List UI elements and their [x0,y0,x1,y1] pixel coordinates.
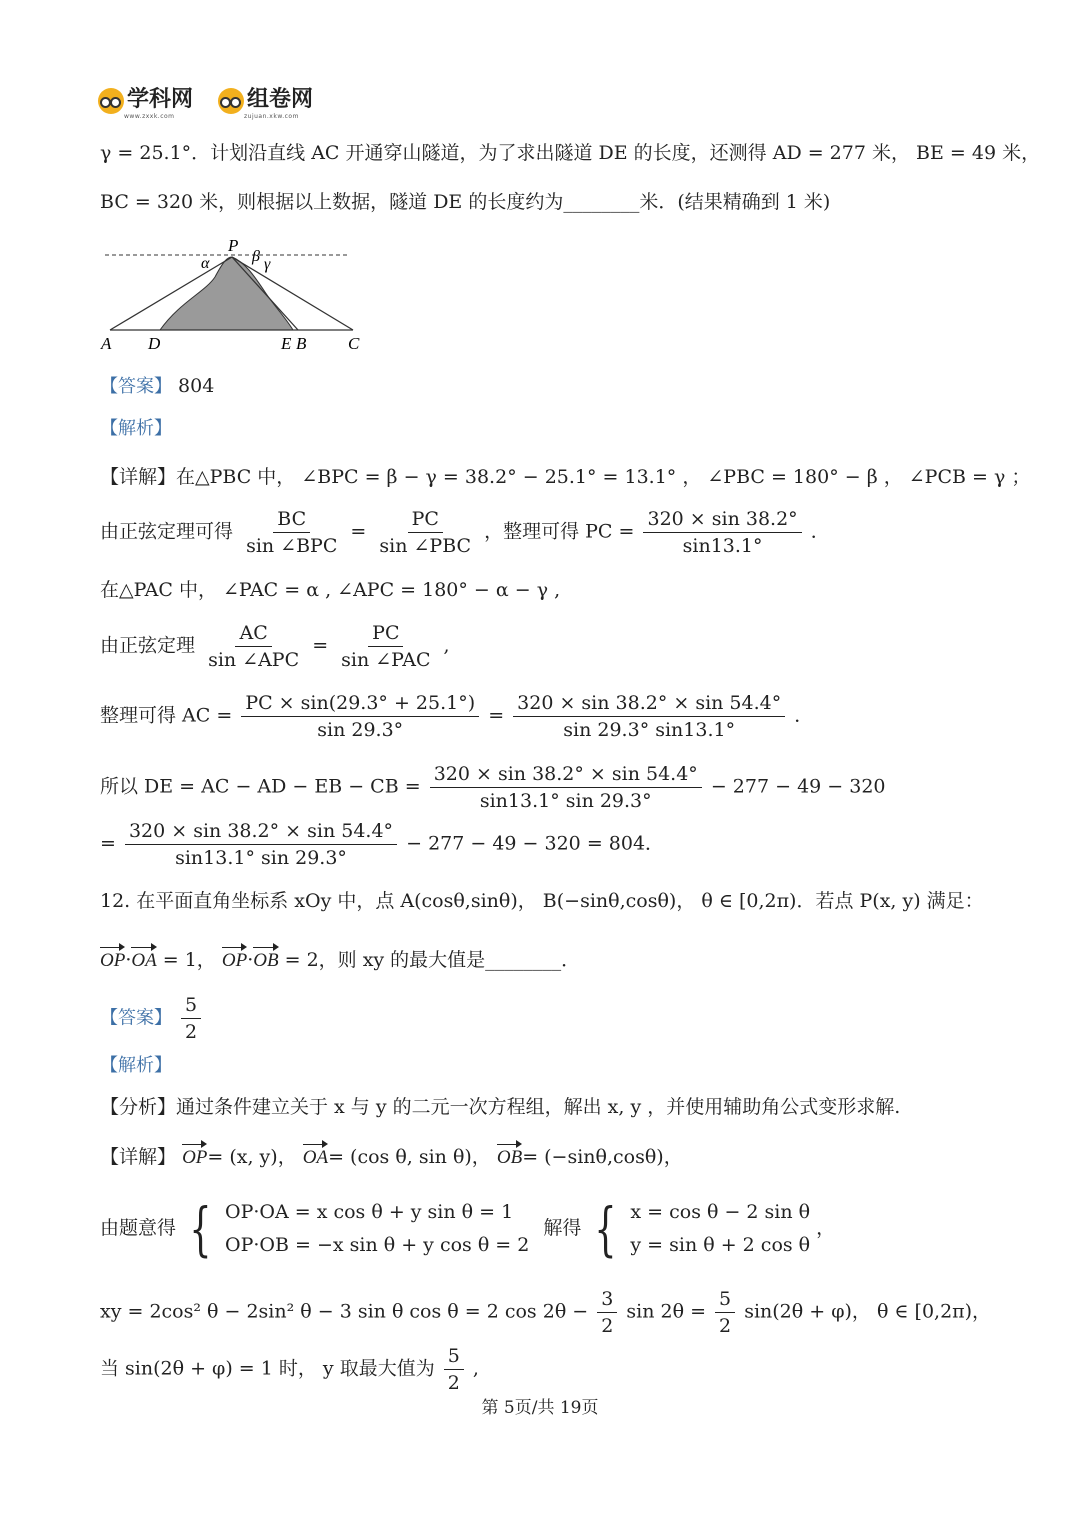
p11-answer-row [100,374,214,399]
p12-detail-4: 当 sin(2θ + φ) = 1 时， y 取最大值为 $\frac{5}{2}$ , [100,1345,479,1394]
fraction: $\frac{320 \times \sin 38.2^\circ \times \sin 54.4^\circ}{\sin 29.3^\circ \sin 13.1^\circ}$ [513,690,785,743]
fraction: $\frac{3}{2}$ [597,1286,617,1339]
owl-icon [218,88,244,114]
p12-detail-2: 由题意得 { OP·OA = x cos θ + y sin θ = 1 OP·OB = −x sin θ + y cos θ = 2 解得 { x = cos θ − 2 sin θ y = sin θ + 2 cos θ ， [100,1195,836,1263]
equation-system-1: OP·OA = x cos θ + y sin θ = 1 OP·OB = −x sin θ + y cos θ = 2 [225,1201,530,1256]
detail-tag: 【详解】 [100,466,177,488]
label-gamma: γ [264,256,271,273]
p11-detail-3: 在△PAC 中， ∠PAC = α , ∠APC = 180° − α − γ , [100,579,561,601]
answer-fraction: $\frac{5}{2}$ [181,992,201,1045]
left-brace-icon: { [189,1195,212,1263]
p11-detail-7: = $\frac{320 \times \sin 38.2^\circ \times \sin 54.4^\circ}{\sin 13.1^\circ \sin 29.3^\circ}$ − 277 − 49 − 320 = 804． [100,820,665,869]
equation-system-2: x = cos θ − 2 sin θ y = sin θ + 2 cos θ [630,1201,811,1256]
p11-line1: γ = 25.1°．计划沿直线 AC 开通穿山隧道，为了求出隧道 DE 的长度，还测得 AD = 277 米， BE = 49 米， [100,142,1041,164]
fraction: $\frac{PC}{\text{sin ∠PBC}}$ [379,508,472,557]
detail-tag: 【详解】 [100,1146,177,1168]
p12-line1: 12. 在平面直角坐标系 xOy 中，点 A(cosθ,sinθ)， B(−sinθ,cosθ)， θ ∈ [0,2π)．若点 P(x, y) 满足： [100,890,984,912]
label-alpha: α [201,255,210,272]
p11-analysis-row [100,416,172,441]
fraction: $\frac{320 \times \sin 38.2^\circ}{\sin 13.1^\circ}$ [643,506,801,559]
fraction: $\frac{PC}{\text{sin ∠PAC}}$ [341,622,431,671]
label-E: E [281,334,292,353]
p12-detail-1: 【详解】 OP= (x, y)， OA= (cos θ, sin θ)， OB= (−sinθ,cosθ)， [100,1146,683,1168]
label-P: P [228,236,239,255]
answer-tag: 【答案】 [100,376,172,397]
p11-detail-6: 所以 DE = AC − AD − EB − CB = $\frac{320 \times \sin 38.2^\circ \times \sin 54.4^\circ}{\sin 13.1^\circ \sin 29.3^\circ}$ − 277 − 49 − 320 [100,763,886,812]
fraction: $\frac{PC \times \sin(29.3^\circ + 25.1^\circ)}{\sin 29.3^\circ}$ [241,690,479,743]
label-beta: β [252,248,260,265]
fraction: $\frac{320 \times \sin 38.2^\circ \times \sin 54.4^\circ}{\sin 13.1^\circ \sin 29.3^\circ}$ [125,818,397,871]
mountain-shape [160,257,293,330]
mountain-figure [95,232,385,357]
answer-tag: 【答案】 [100,1007,172,1029]
fraction: $\frac{BC}{\text{sin ∠BPC}}$ [246,508,338,557]
xueke-logo: 学科网 www.zxxk.com [98,82,193,120]
p11-detail-5: 整理可得 AC = $\frac{PC \times \sin(29.3^\circ + 25.1^\circ)}{\sin 29.3^\circ}$ = $\frac{320 \times \sin 38.2^\circ \times \sin 54.4^\circ}{\sin 29.3^\circ \sin 13.1^\circ}$ ． [100,692,814,741]
p12-line2: OP·OA = 1， OP·OB = 2，则 xy 的最大值是________． [100,949,581,971]
label-A: A [101,334,112,353]
p12-answer-row [100,992,204,1045]
left-brace-icon: { [594,1195,617,1263]
zujuan-logo: 组卷网 zujuan.xkw.com [218,82,313,120]
page-number: 第 5页/共 19页 [481,1398,599,1418]
fraction: $\frac{320 \times \sin 38.2^\circ \times \sin 54.4^\circ}{\sin 13.1^\circ \sin 29.3^\circ}$ [430,761,702,814]
answer-value: 804 [178,375,215,397]
p12-analyze: 【分析】通过条件建立关于 x 与 y 的二元一次方程组，解出 x, y ，并使用辅助角公式变形求解. [100,1096,901,1118]
p11-detail-2: 由正弦定理可得 $\frac{BC}{\text{sin ∠BPC}}$ = $\frac{PC}{\text{sin ∠PBC}}$ ，整理可得 PC = $\frac{320 \times \sin 38.2^\circ}{\sin 13.1^\circ}$ ． [100,508,830,557]
p12-detail-3: xy = 2cos² θ − 2sin² θ − 3 sin θ cos θ = 2 cos 2θ − $\frac{3}{2}$ sin 2θ = $\frac{5}{2}$ sin(2θ + φ)， θ ∈ [0,2π)， [100,1288,992,1337]
fraction: $\frac{5}{2}$ [444,1343,464,1396]
label-D: D [148,334,161,353]
label-C: C [348,334,360,353]
label-B: B [296,334,307,353]
p12-analysis-row [100,1053,172,1078]
p11-line2: BC = 320 米，则根据以上数据，隧道 DE 的长度约为________米．(结果精确到 1 米) [100,191,831,213]
p11-detail-1: 【详解】在△PBC 中， ∠BPC = β − γ = 38.2° − 25.1° = 13.1° ， ∠PBC = 180° − β ， ∠PCB = γ ； [100,466,1031,488]
fraction: $\frac{AC}{\text{sin ∠APC}}$ [208,622,300,671]
analysis-tag: 【解析】 [100,1055,172,1076]
analysis-tag: 【解析】 [100,418,172,439]
owl-icon [98,88,124,114]
fraction: $\frac{5}{2}$ [715,1286,735,1339]
p11-detail-4: 由正弦定理 $\frac{AC}{\text{sin ∠APC}}$ = $\frac{PC}{\text{sin ∠PAC}}$ , [100,622,450,671]
analyze-tag: 【分析】 [100,1096,177,1118]
